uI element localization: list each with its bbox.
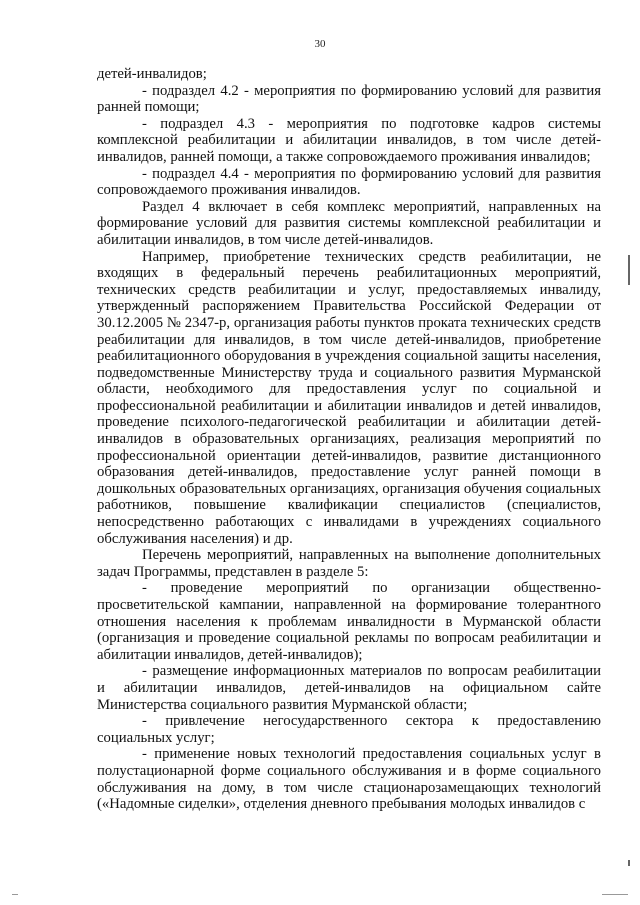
paragraph: - проведение мероприятий по организации общественно-просветительской кампании, направленной на формирование толерантного отношения населения к проблемам инвалидности в Мурманской области (организация и проведение социальной рекламы по вопросам реабилитации и абилитации инвалидов, детей-инвалидов); [97,580,601,663]
scan-footer-mark [602,894,628,895]
paragraph: - привлечение негосударственного сектора к предоставлению социальных услуг; [97,713,601,746]
paragraph: - применение новых технологий предоставления социальных услуг в полустационарной форме социального обслуживания и в форме социального обслуживания на дому, в том числе стационарозамещающих технологий («Надомные сиделки», отделения дневного пребывания молодых инвалидов с [97,746,601,813]
paragraph: Раздел 4 включает в себя комплекс мероприятий, направленных на формирование условий для развития системы комплексной реабилитации и абилитации инвалидов, в том числе детей-инвалидов. [97,198,601,248]
paragraph: Перечень мероприятий, направленных на выполнение дополнительных задач Программы, представлен в разделе 5: [97,547,601,580]
scan-edge-mark [628,860,630,866]
paragraph: - размещение информационных материалов по вопросам реабилитации и абилитации инвалидов, детей-инвалидов на официальном сайте Министерства социального развития Мурманской области; [97,663,601,713]
paragraph: - подраздел 4.2 - мероприятия по формированию условий для развития ранней помощи; [97,82,601,116]
scan-footer-mark [12,894,18,895]
scan-edge-mark [628,255,630,285]
paragraph: - подраздел 4.3 - мероприятия по подготовке кадров системы комплексной реабилитации и абилитации инвалидов, в том числе детей-инвалидов, ранней помощи, а также сопровождаемого проживания инвалидов; [97,115,601,165]
paragraph: детей-инвалидов; [97,66,207,82]
paragraph: - подраздел 4.4 - мероприятия по формированию условий для развития сопровождаемого проживания инвалидов. [97,165,601,199]
page-number: 30 [314,38,326,50]
paragraph: Например, приобретение технических средств реабилитации, не входящих в федеральный перечень реабилитационных мероприятий, технических средств реабилитации и услуг, предоставляемых инвалиду, утвержденный распоряжением Правительства Российской Федерации от 30.12.2005 № 2347-р, организация работы пунктов проката технических средств реабилитации для инвалидов, в том числе детей-инвалидов, приобретение реабилитационного оборудования в учреждения социальной защиты населения, подведомственные Министерству труда и социального развития Мурманской области, необходимого для предоставления услуг по социальной и профессиональной реабилитации и абилитации инвалидов и детей инвалидов, проведение психолого-педагогической реабилитации и абилитации детей-инвалидов в образовательных организациях, реализация мероприятий по профессиональной ориентации детей-инвалидов, развитие дистанционного образования детей-инвалидов, предоставление услуг ранней помощи в дошкольных образовательных организациях, организация обучения социальных работников, повышение квалификации специалистов (специалистов, непосредственно работающих с инвалидами в учреждениях социального обслуживания населения) и др. [97,248,601,547]
document-body [97,66,601,813]
